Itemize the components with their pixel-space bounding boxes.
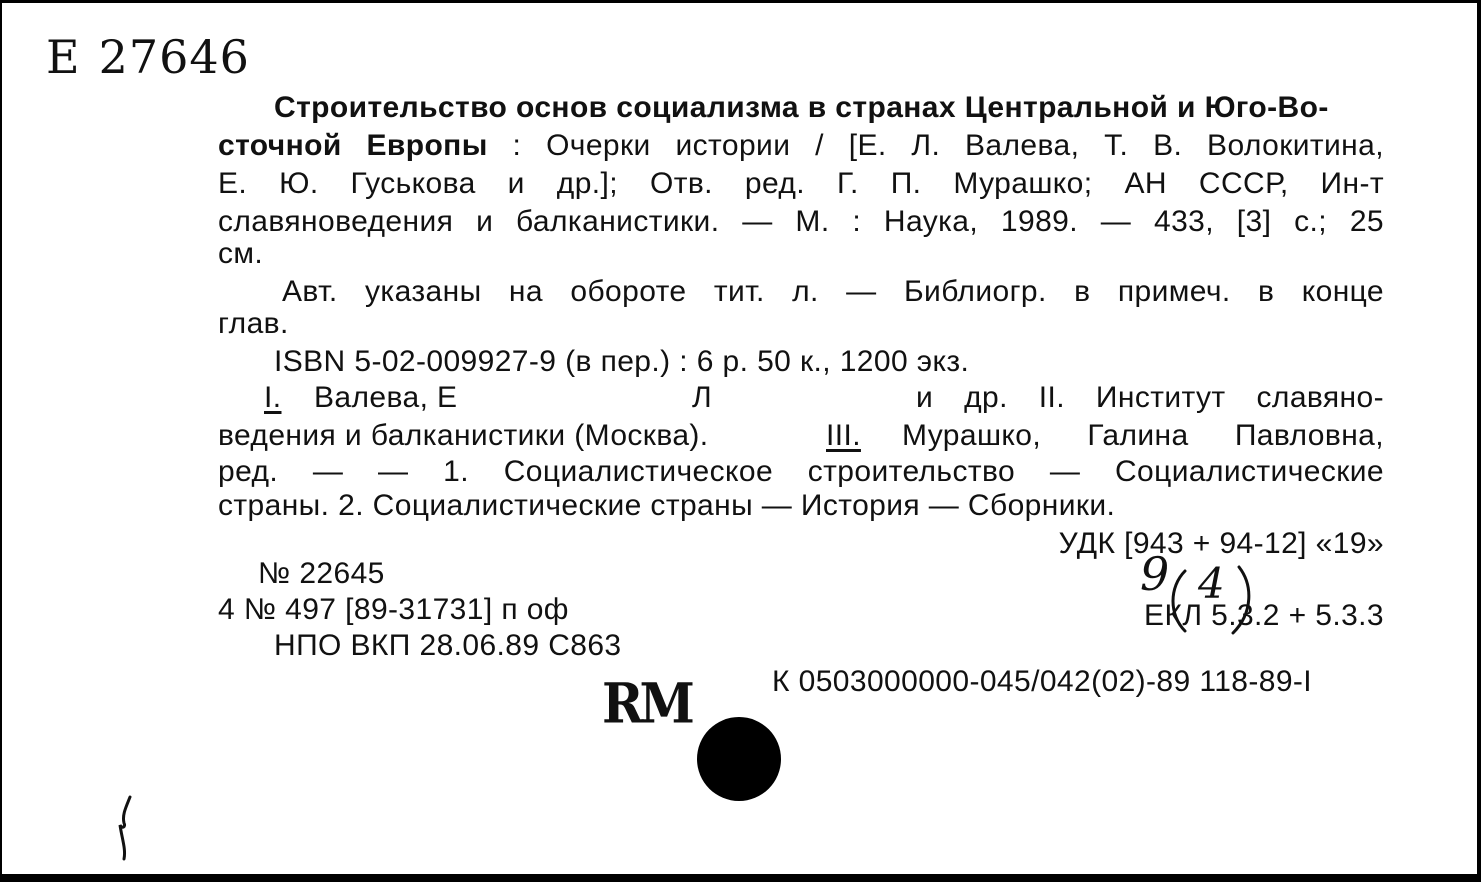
handwritten-9: 9 xyxy=(1140,547,1170,601)
title-line-2-bold: сточной Европы xyxy=(218,129,488,162)
tracing-line-1-rest: и др. II. Институт славяно- xyxy=(916,381,1384,414)
k-line: К 0503000000-045/042(02)-89 118-89-I xyxy=(772,665,1313,698)
order-line: 4 № 497 [89-31731] п оф xyxy=(218,593,569,626)
notes-line-2: глав. xyxy=(218,307,289,340)
npo-line: НПО ВКП 28.06.89 С863 xyxy=(274,629,622,662)
tracing-roman-3: III. xyxy=(826,419,861,452)
tracing-line-4: страны. 2. Социалистические страны — История — Сборники. xyxy=(218,489,1116,522)
handwritten-4: 4 xyxy=(1198,559,1225,608)
description-line-4: славяноведения и балканистики. — М. : Наука, 1989. — 433, [3] с.; 25 xyxy=(218,205,1384,238)
call-number xyxy=(46,31,250,83)
title-line-2 xyxy=(218,131,1384,161)
title-line-2-rest: : Очерки истории / [Е. Л. Валева, Т. В. Волокитина, xyxy=(512,129,1384,162)
pen-mark xyxy=(108,793,138,863)
call-number-prefix: E xyxy=(46,30,81,84)
number-line: № 22645 xyxy=(258,557,385,590)
call-number-value: 27646 xyxy=(98,30,250,84)
tracing-line-2-start: ведения и балканистики (Москва). xyxy=(218,419,709,452)
title-line-1: Строительство основ социализма в странах Центральной и Юго-Во- xyxy=(274,91,1329,124)
tracing-author: Валева, Е xyxy=(314,381,458,414)
tracing-line-2-end: Мурашко, Галина Павловна, xyxy=(902,419,1384,452)
isbn-line: ISBN 5-02-009927-9 (в пер.) : 6 р. 50 к., 1200 экз. xyxy=(274,345,970,378)
tracing-roman-1: I. xyxy=(264,381,282,414)
description-line-3: Е. Ю. Гуськова и др.]; Отв. ред. Г. П. Мурашко; АН СССР, Ин-т xyxy=(218,167,1384,200)
description-line-5: см. xyxy=(218,237,264,270)
ekl-line: ЕКЛ 5.3.2 + 5.3.3 xyxy=(1144,599,1384,632)
udk-line: УДК [943 + 94-12] «19» xyxy=(1058,527,1384,560)
tracing-line-3: ред. — — 1. Социалистическое строительство — Социалистические xyxy=(218,455,1384,488)
rm-stamp: RM xyxy=(602,671,691,736)
punch-hole xyxy=(697,717,781,801)
notes-line-1: Авт. указаны на обороте тит. л. — Библиогр. в примеч. в конце xyxy=(282,275,1384,308)
tracing-initial-l: Л xyxy=(692,381,713,414)
handwritten-bracket xyxy=(1167,559,1257,635)
